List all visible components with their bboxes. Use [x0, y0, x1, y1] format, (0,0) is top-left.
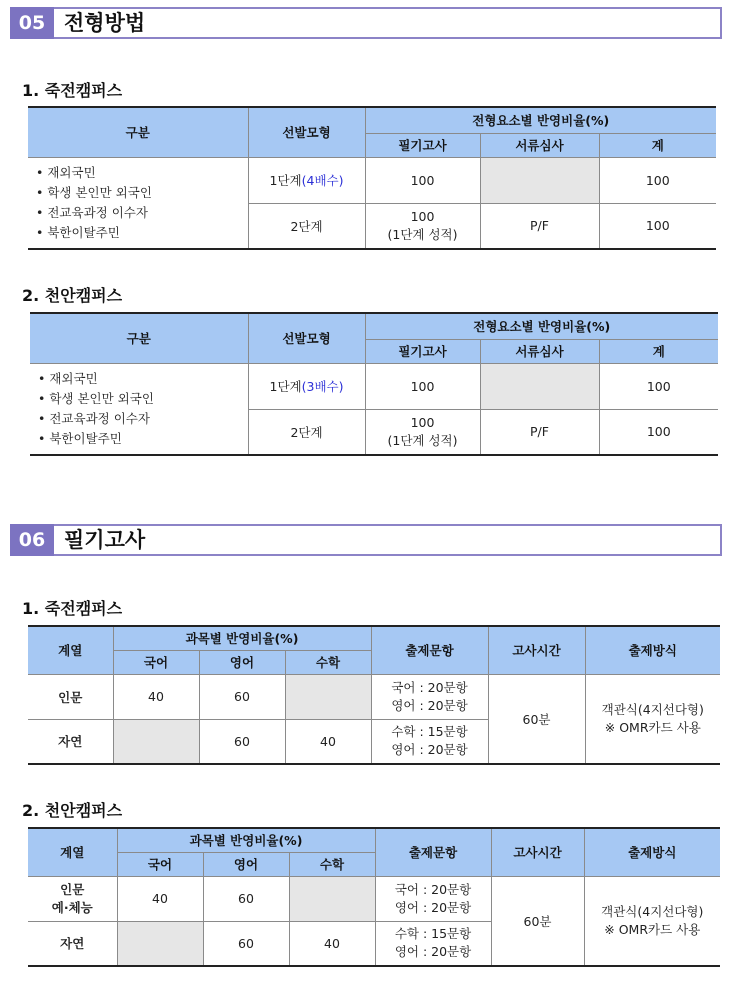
stage1-total: 100: [599, 157, 716, 203]
stage2-written-value: 100: [410, 414, 435, 430]
exam-method: [584, 876, 720, 966]
nat-korean-empty: [113, 719, 199, 764]
list-item: • 재외국민: [36, 163, 248, 183]
stage1-cell: [248, 363, 365, 409]
items-math: 수학 : 15문항: [391, 724, 468, 740]
items-korean: 국어 : 20문항: [394, 881, 472, 897]
nat-items: [375, 921, 491, 966]
nat-items: [371, 719, 488, 764]
selection-table-cheonan: [30, 312, 718, 456]
exam-time: 60분: [488, 674, 585, 764]
stage1-docs-empty: [480, 363, 599, 409]
nat-math: 40: [289, 921, 375, 966]
section-06-header: [10, 524, 722, 556]
header-method: 출제방식: [585, 626, 720, 674]
header-written: 필기고사: [365, 133, 480, 157]
header-total: 계: [599, 133, 716, 157]
stage1-docs-empty: [480, 157, 599, 203]
subtitle-jukjeon-selection: 1. 죽전캠퍼스: [22, 81, 123, 100]
header-docs: 서류심사: [480, 133, 599, 157]
hum-items: [371, 674, 488, 719]
hum-math-empty: [289, 876, 375, 921]
items-english: 영어 : 20문항: [394, 899, 472, 915]
list-item: • 학생 본인만 외국인: [36, 183, 248, 203]
items-english: 영어 : 20문항: [391, 742, 468, 758]
header-track: 계열: [28, 626, 113, 674]
stage2-docs: P/F: [480, 409, 599, 455]
header-docs: 서류심사: [480, 339, 599, 363]
stage2-docs: P/F: [480, 203, 599, 249]
stage1-total: 100: [599, 363, 718, 409]
hum-math-empty: [285, 674, 371, 719]
header-ratio: 과목별 반영비율(%): [117, 828, 375, 852]
header-korean: 국어: [117, 852, 203, 876]
stage1-multiplier: (4배수): [301, 173, 344, 188]
hum-english: 60: [199, 674, 285, 719]
track-natural: 자연: [28, 921, 117, 966]
nat-english: 60: [203, 921, 289, 966]
list-item: • 재외국민: [38, 369, 248, 389]
header-english: 영어: [203, 852, 289, 876]
stage1-multiplier: (3배수): [301, 379, 344, 394]
eligible-groups-list: [30, 363, 248, 455]
items-english: 영어 : 20문항: [394, 944, 472, 960]
header-gubun: 구분: [28, 107, 248, 157]
stage2-written-value: 100: [410, 208, 435, 224]
exam-table-cheonan: [28, 827, 720, 967]
stage2-written: [365, 203, 480, 249]
stage1-written: 100: [365, 363, 480, 409]
subtitle-cheonan-exam: 2. 천안캠퍼스: [22, 801, 123, 820]
header-gubun: 구분: [30, 313, 248, 363]
header-items: 출제문항: [375, 828, 491, 876]
header-ratio: 전형요소별 반영비율(%): [365, 107, 716, 133]
hum-english: 60: [203, 876, 289, 921]
header-time: 고사시간: [491, 828, 584, 876]
track-arts-sports: 예·체능: [51, 899, 93, 915]
exam-time: 60분: [491, 876, 584, 966]
method-type: 객관식(4지선다형): [601, 701, 704, 717]
header-track: 계열: [28, 828, 117, 876]
section-05-header: [10, 7, 722, 39]
section-number: 06: [10, 524, 54, 556]
stage2-written: [365, 409, 480, 455]
section-title: 필기고사: [64, 528, 146, 552]
selection-table-jukjeon: [28, 106, 716, 250]
header-ratio: 과목별 반영비율(%): [113, 626, 371, 650]
stage1-written: 100: [365, 157, 480, 203]
stage2-written-note: (1단계 성적): [387, 432, 458, 448]
stage2-label: 2단계: [248, 203, 365, 249]
stage1-label: 1단계: [269, 379, 302, 394]
hum-korean: 40: [117, 876, 203, 921]
list-item: • 전교육과정 이수자: [36, 203, 248, 223]
header-model: 선발모형: [248, 107, 365, 157]
subtitle-jukjeon-exam: 1. 죽전캠퍼스: [22, 599, 123, 618]
list-item: • 북한이탈주민: [38, 429, 248, 449]
stage2-total: 100: [599, 203, 716, 249]
method-note: ※ OMR카드 사용: [604, 921, 701, 937]
track-humanities-arts: [28, 876, 117, 921]
header-math: 수학: [285, 650, 371, 674]
header-written: 필기고사: [365, 339, 480, 363]
track-humanities: 인문: [60, 881, 85, 897]
list-item: • 전교육과정 이수자: [38, 409, 248, 429]
stage1-cell: [248, 157, 365, 203]
header-items: 출제문항: [371, 626, 488, 674]
section-number: 05: [10, 7, 54, 39]
header-model: 선발모형: [248, 313, 365, 363]
header-total: 계: [599, 339, 718, 363]
hum-korean: 40: [113, 674, 199, 719]
section-title: 전형방법: [64, 11, 146, 35]
header-math: 수학: [289, 852, 375, 876]
header-english: 영어: [199, 650, 285, 674]
hum-items: [375, 876, 491, 921]
exam-method: [585, 674, 720, 764]
exam-table-jukjeon: [28, 625, 720, 765]
nat-korean-empty: [117, 921, 203, 966]
nat-english: 60: [199, 719, 285, 764]
items-english: 영어 : 20문항: [391, 697, 468, 713]
nat-math: 40: [285, 719, 371, 764]
header-korean: 국어: [113, 650, 199, 674]
header-ratio: 전형요소별 반영비율(%): [365, 313, 718, 339]
stage2-total: 100: [599, 409, 718, 455]
track-humanities: 인문: [28, 674, 113, 719]
method-note: ※ OMR카드 사용: [604, 719, 701, 735]
list-item: • 학생 본인만 외국인: [38, 389, 248, 409]
list-item: • 북한이탈주민: [36, 223, 248, 243]
header-time: 고사시간: [488, 626, 585, 674]
stage2-written-note: (1단계 성적): [387, 226, 458, 242]
subtitle-cheonan-selection: 2. 천안캠퍼스: [22, 286, 123, 305]
items-korean: 국어 : 20문항: [391, 679, 468, 695]
eligible-groups-list: [28, 157, 248, 249]
track-natural: 자연: [28, 719, 113, 764]
stage1-label: 1단계: [269, 173, 302, 188]
stage2-label: 2단계: [248, 409, 365, 455]
items-math: 수학 : 15문항: [394, 926, 472, 942]
method-type: 객관식(4지선다형): [601, 903, 704, 919]
header-method: 출제방식: [584, 828, 720, 876]
